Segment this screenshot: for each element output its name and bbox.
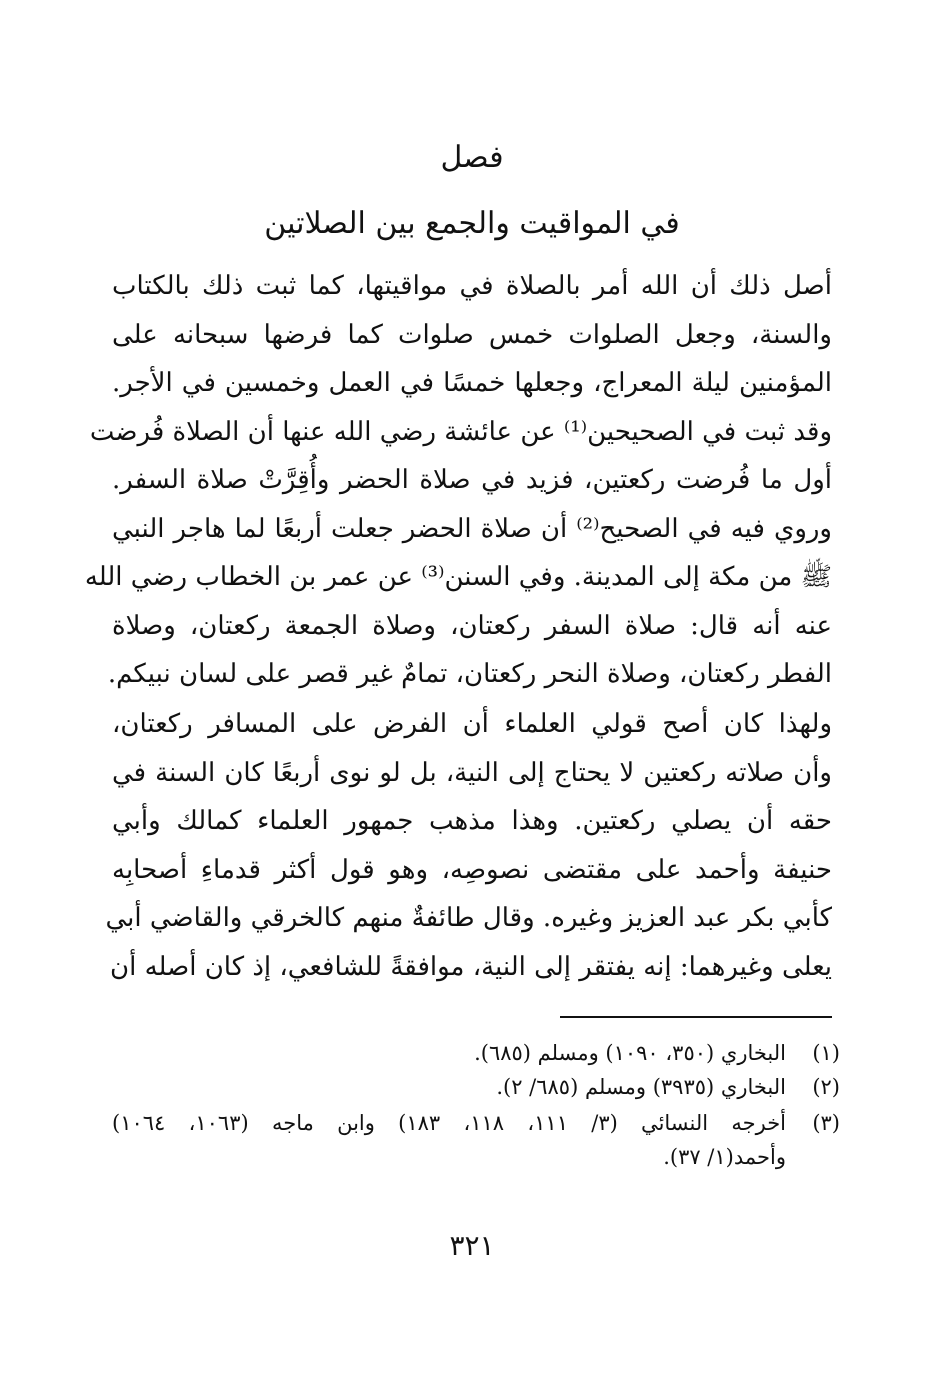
footnotes bbox=[112, 1036, 840, 1174]
section-subtitle: في المواقيت والجمع بين الصلاتين bbox=[264, 206, 680, 241]
text-line: أول ما فُرضت ركعتين، فزيد في صلاة الحضر وأُقِرَّتْ صلاة السفر. bbox=[112, 465, 832, 495]
section-title: فصل bbox=[440, 140, 504, 175]
footnote-number: (١) bbox=[812, 1041, 840, 1065]
footnote-text: البخاري (٣٩٣٥) ومسلم (٦٨٥/ ٢). bbox=[496, 1075, 786, 1099]
footnote-3 bbox=[112, 1106, 840, 1174]
footnote-text-continued: وأحمد(١/ ٣٧). bbox=[663, 1145, 786, 1169]
text-line: وأن صلاته ركعتين لا يحتاج إلى النية، بل لو نوى أربعًا كان السنة في bbox=[112, 757, 832, 788]
footnote-separator bbox=[560, 1016, 832, 1018]
text-line: حنيفة وأحمد على مقتضى نصوصِه، وهو قول أكثر قدماءِ أصحابِه bbox=[112, 854, 832, 885]
text-line: يعلى وغيرهما: إنه يفتقر إلى النية، موافقةً للشافعي، إذ كان أصله أن bbox=[110, 951, 832, 982]
text-line: عنه أنه قال: صلاة السفر ركعتان، وصلاة الجمعة ركعتان، وصلاة bbox=[112, 610, 832, 641]
text-line: وروي فيه في الصحيح⁽²⁾ أن صلاة الحضر جعلت أربعًا لما هاجر النبي bbox=[112, 513, 832, 544]
text-line: الفطر ركعتان، وصلاة النحر ركعتان، تمامٌ غير قصر على لسان نبيكم. bbox=[107, 659, 832, 689]
footnote-text: أخرجه النسائي (٣/ ١١١، ١١٨، ١٨٣) وابن ماجه (١٠٦٣، ١٠٦٤) bbox=[112, 1111, 787, 1135]
text-line: والسنة، وجعل الصلوات خمس صلوات كما فرضها سبحانه على bbox=[112, 319, 832, 350]
text-line: ﷺ من مكة إلى المدينة. وفي السنن⁽³⁾ عن عمر بن الخطاب رضي الله bbox=[84, 562, 832, 592]
footnote-text: البخاري (٣٥٠، ١٠٩٠) ومسلم (٦٨٥). bbox=[474, 1041, 786, 1065]
page-number: ٣٢١ bbox=[449, 1229, 495, 1262]
text-line: أصل ذلك أن الله أمر بالصلاة في مواقيتها، كما ثبت ذلك بالكتاب bbox=[112, 271, 832, 301]
paragraph-1 bbox=[84, 262, 832, 699]
text-line: المؤمنين ليلة المعراج، وجعلها خمسًا في العمل وخمسين في الأجر. bbox=[112, 368, 832, 398]
footnote-number: (٢) bbox=[812, 1075, 840, 1099]
footnote-1 bbox=[112, 1036, 840, 1070]
text-line: ولهذا كان أصح قولي العلماء أن الفرض على المسافر ركعتان، bbox=[112, 709, 832, 739]
text-line: كأبي بكر عبد العزيز وغيره. وقال طائفةٌ منهم كالخرقي والقاضي أبي bbox=[105, 903, 832, 933]
footnote-number: (٣) bbox=[812, 1111, 840, 1135]
paragraph-2 bbox=[105, 700, 832, 991]
text-line: وقد ثبت في الصحيحين⁽¹⁾ عن عائشة رضي الله عنها أن الصلاة فُرضت bbox=[89, 416, 832, 447]
text-line: حقه أن يصلي ركعتين. وهذا مذهب جمهور العلماء كمالك وأبي bbox=[112, 806, 832, 836]
footnote-2 bbox=[112, 1070, 840, 1104]
